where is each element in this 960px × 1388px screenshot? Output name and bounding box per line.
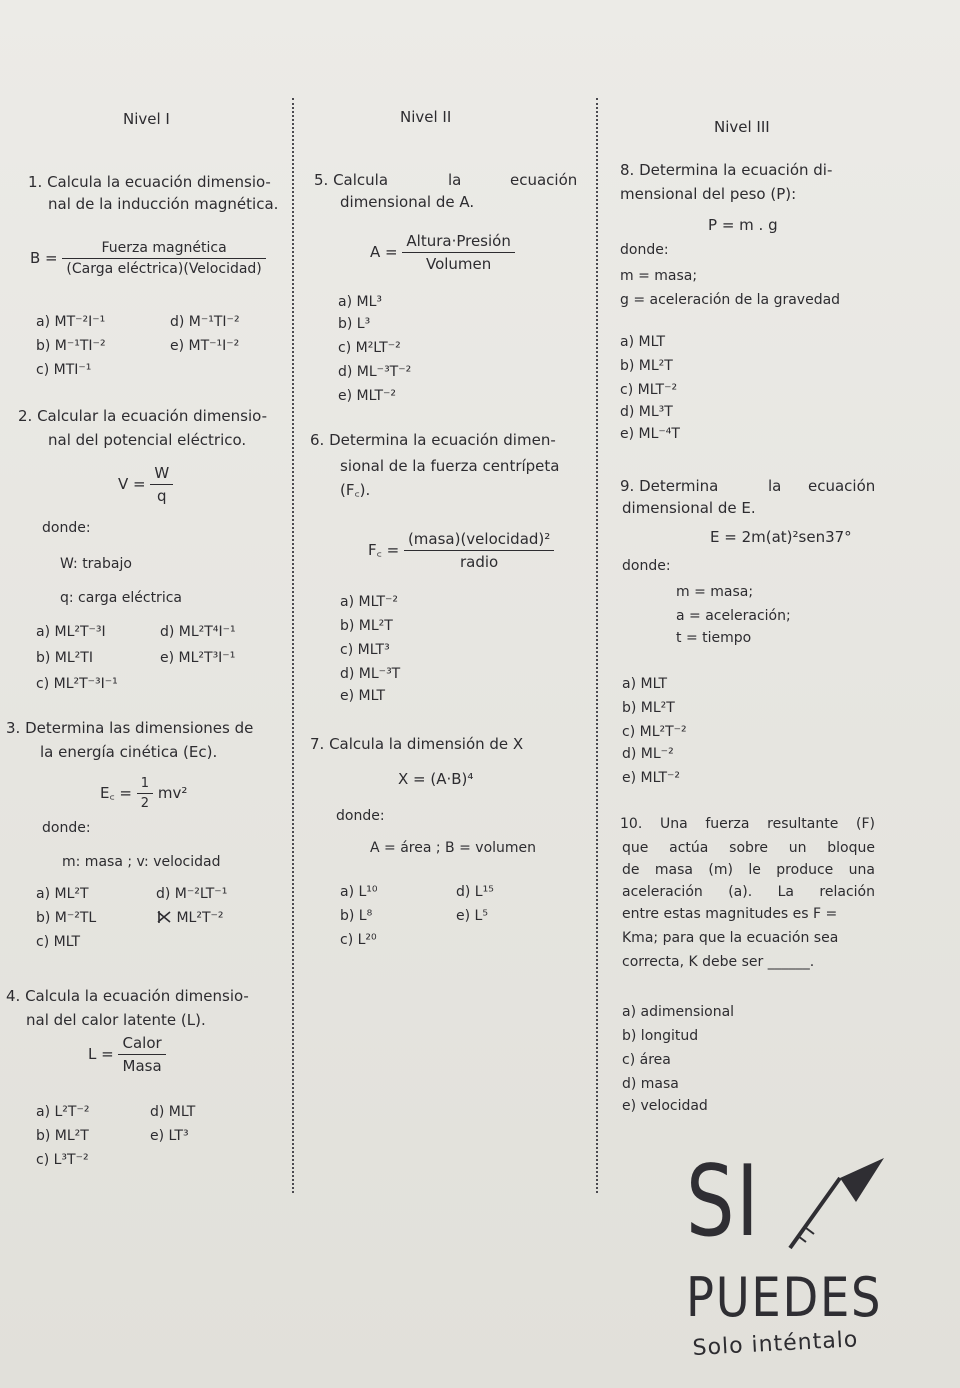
q8-option-a[interactable]: a) MLT: [620, 334, 665, 350]
q5-option-c[interactable]: c) M²LT⁻²: [338, 340, 401, 356]
q1-text-line1: 1. Calcula la ecuación dimensio-: [28, 173, 271, 191]
q8-text-line1: 8. Determina la ecuación di-: [620, 161, 833, 179]
q6-formula-lhs: F꜀ =: [368, 541, 400, 559]
q10-line3: de masa (m) le produce una: [622, 862, 875, 878]
q7-option-d[interactable]: d) L¹⁵: [456, 884, 494, 900]
q5-option-a[interactable]: a) ML³: [338, 294, 382, 310]
q5-formula-lhs: A =: [370, 243, 398, 261]
q10-option-b[interactable]: b) longitud: [622, 1028, 699, 1044]
q9-var-t: t = tiempo: [676, 630, 752, 646]
q9-text-line1-a: 9. Determina: [620, 477, 719, 495]
q3-fraction: [137, 776, 153, 811]
q4-text-line1: 4. Calcula la ecuación dimensio-: [6, 987, 249, 1005]
q7-option-e[interactable]: e) L⁵: [456, 908, 488, 924]
column-nivel-3: [600, 0, 960, 1388]
q10-option-a[interactable]: a) adimensional: [622, 1004, 735, 1020]
q5-text-line1-a: 5. Calcula: [314, 171, 389, 189]
q8-option-d[interactable]: d) ML³T: [620, 404, 673, 420]
q2-option-e[interactable]: e) ML²T³I⁻¹: [160, 650, 236, 666]
q3-denominator: 2: [140, 796, 150, 811]
q5-fraction: [402, 232, 514, 273]
motto-solo-intentalo: Solo inténtalo: [692, 1327, 859, 1361]
q3-formula: [100, 776, 187, 811]
q7-option-a[interactable]: a) L¹⁰: [340, 884, 378, 900]
level-heading-3: Nivel III: [714, 118, 770, 136]
q4-option-c[interactable]: c) L³T⁻²: [36, 1152, 89, 1168]
q2-formula-lhs: V =: [118, 475, 146, 493]
q8-donde: donde:: [620, 242, 669, 258]
q8-var-g: g = aceleración de la gravedad: [620, 292, 841, 308]
q4-formula: [88, 1034, 166, 1075]
q7-donde: donde:: [336, 808, 385, 824]
q1-option-a[interactable]: a) MT⁻²I⁻¹: [36, 314, 106, 330]
q4-option-a[interactable]: a) L²T⁻²: [36, 1104, 90, 1120]
q6-denominator: radio: [459, 553, 499, 571]
q4-option-b[interactable]: b) ML²T: [36, 1128, 89, 1144]
q8-text-line2: mensional del peso (P):: [620, 185, 797, 203]
q2-denominator: q: [157, 487, 167, 505]
q2-text-line2: nal del potencial eléctrico.: [48, 431, 247, 449]
q2-option-a[interactable]: a) ML²T⁻³I: [36, 624, 106, 640]
q10-option-c[interactable]: c) área: [622, 1052, 671, 1068]
q10-line1: 10. Una fuerza resultante (F): [620, 816, 875, 832]
q7-option-b[interactable]: b) L⁸: [340, 908, 373, 924]
q3-option-e-marked[interactable]: [156, 910, 224, 926]
q10-line6: Kma; para que la ecuación sea: [622, 930, 839, 946]
q9-var-m: m = masa;: [676, 584, 754, 600]
q2-option-c[interactable]: c) ML²T⁻³I⁻¹: [36, 676, 118, 692]
q3-option-d[interactable]: d) M⁻²LT⁻¹: [156, 886, 228, 902]
q2-numerator: W: [150, 464, 173, 485]
q3-vars: m: masa ; v: velocidad: [62, 854, 221, 870]
column-nivel-2: [300, 0, 595, 1388]
q6-text-line2: sional de la fuerza centrípeta: [340, 457, 560, 475]
level-heading-2: Nivel II: [400, 108, 452, 126]
q3-option-e-label: ML²T⁻²: [176, 910, 224, 926]
q10-option-d[interactable]: d) masa: [622, 1076, 679, 1092]
q9-text-line2: dimensional de E.: [622, 499, 756, 517]
q7-formula: X = (A·B)⁴: [398, 770, 474, 788]
q5-text-line2: dimensional de A.: [340, 193, 475, 211]
q6-formula: [368, 530, 554, 571]
column-divider-right: [596, 98, 598, 1193]
q3-option-c[interactable]: c) MLT: [36, 934, 81, 950]
q6-option-e[interactable]: e) MLT: [340, 688, 386, 704]
q8-option-c[interactable]: c) MLT⁻²: [620, 382, 678, 398]
cross-mark-icon: [156, 910, 172, 924]
q8-var-m: m = masa;: [620, 268, 698, 284]
q1-option-d[interactable]: d) M⁻¹TI⁻²: [170, 314, 240, 330]
q4-numerator: Calor: [118, 1034, 165, 1055]
q9-option-d[interactable]: d) ML⁻²: [622, 746, 674, 762]
q6-text-line1: 6. Determina la ecuación dimen-: [310, 431, 556, 449]
q4-denominator: Masa: [122, 1057, 162, 1075]
q3-text-line2: la energía cinética (Ec).: [40, 743, 218, 761]
q1-formula-lhs: B =: [30, 249, 58, 267]
q1-option-b[interactable]: b) M⁻¹TI⁻²: [36, 338, 106, 354]
q10-line7: correcta, K debe ser ______.: [622, 954, 815, 970]
q9-option-c[interactable]: c) ML²T⁻²: [622, 724, 687, 740]
column-nivel-1: [0, 0, 288, 1388]
q9-option-a[interactable]: a) MLT: [622, 676, 667, 692]
q3-option-a[interactable]: a) ML²T: [36, 886, 89, 902]
motto-puedes: PUEDES: [686, 1266, 883, 1329]
q2-fraction: [150, 464, 173, 505]
q3-formula-rhs: mv²: [157, 784, 188, 802]
q4-option-d[interactable]: d) MLT: [150, 1104, 196, 1120]
q6-option-d[interactable]: d) ML⁻³T: [340, 666, 401, 682]
q5-text-line1-b: la: [448, 171, 462, 189]
q3-numerator: 1: [137, 776, 153, 794]
q9-formula: E = 2m(at)²sen37°: [710, 528, 852, 546]
q2-formula: [118, 464, 173, 505]
q1-option-e[interactable]: e) MT⁻¹I⁻²: [170, 338, 240, 354]
q2-var-q: q: carga eléctrica: [60, 590, 182, 606]
q5-numerator: Altura·Presión: [402, 232, 514, 253]
q1-formula: [30, 240, 266, 277]
q8-option-e[interactable]: e) ML⁻⁴T: [620, 426, 680, 442]
q1-numerator: Fuerza magnética: [62, 240, 265, 259]
q2-option-d[interactable]: d) ML²T⁴I⁻¹: [160, 624, 236, 640]
q9-option-b[interactable]: b) ML²T: [622, 700, 675, 716]
q3-option-b[interactable]: b) M⁻²TL: [36, 910, 97, 926]
q3-donde: donde:: [42, 820, 91, 836]
q2-donde: donde:: [42, 520, 91, 536]
q10-line5: entre estas magnitudes es F =: [622, 906, 838, 922]
q2-text-line1: 2. Calcular la ecuación dimensio-: [18, 407, 268, 425]
q3-formula-lhs: E꜀ =: [100, 784, 133, 802]
q10-option-e[interactable]: e) velocidad: [622, 1098, 708, 1114]
q8-formula: P = m . g: [708, 216, 778, 234]
q1-text-line2: nal de la inducción magnética.: [48, 195, 279, 213]
column-divider-left: [292, 98, 294, 1193]
q7-vars: A = área ; B = volumen: [370, 840, 537, 856]
q5-option-b[interactable]: b) L³: [338, 316, 371, 332]
q4-formula-lhs: L =: [88, 1045, 114, 1063]
q7-text: 7. Calcula la dimensión de X: [310, 735, 524, 753]
q6-option-a[interactable]: a) MLT⁻²: [340, 594, 398, 610]
q10-line4: aceleración (a). La relación: [622, 884, 875, 900]
rising-arrow-icon: [780, 1156, 895, 1256]
q10-line2: que actúa sobre un bloque: [622, 840, 875, 856]
q1-denominator: (Carga eléctrica)(Velocidad): [66, 261, 262, 277]
q6-option-b[interactable]: b) ML²T: [340, 618, 393, 634]
q5-text-line1-c: ecuación: [510, 171, 578, 189]
q4-fraction: [118, 1034, 165, 1075]
q5-option-d[interactable]: d) ML⁻³T⁻²: [338, 364, 412, 380]
q9-text-line1-c: ecuación: [808, 477, 876, 495]
q2-option-b[interactable]: b) ML²TI: [36, 650, 93, 666]
q1-option-c[interactable]: c) MTI⁻¹: [36, 362, 92, 378]
q2-var-w: W: trabajo: [60, 556, 132, 572]
q5-denominator: Volumen: [425, 255, 492, 273]
motto-si: SI: [686, 1145, 761, 1259]
q6-fraction: [404, 530, 554, 571]
q9-option-e[interactable]: e) MLT⁻²: [622, 770, 681, 786]
q7-option-c[interactable]: c) L²⁰: [340, 932, 377, 948]
q6-option-c[interactable]: c) MLT³: [340, 642, 390, 658]
q9-text-line1-b: la: [768, 477, 782, 495]
q4-option-e[interactable]: e) LT³: [150, 1128, 189, 1144]
q6-text-line3: (F꜀).: [340, 481, 371, 499]
q5-formula: [370, 232, 515, 273]
q3-text-line1: 3. Determina las dimensiones de: [6, 719, 254, 737]
q5-option-e[interactable]: e) MLT⁻²: [338, 388, 397, 404]
q9-donde: donde:: [622, 558, 671, 574]
q4-text-line2: nal del calor latente (L).: [26, 1011, 206, 1029]
q9-var-a: a = aceleración;: [676, 608, 791, 624]
level-heading-1: Nivel I: [123, 110, 170, 128]
q6-numerator: (masa)(velocidad)²: [404, 530, 554, 551]
q1-fraction: [62, 240, 265, 277]
q8-option-b[interactable]: b) ML²T: [620, 358, 673, 374]
